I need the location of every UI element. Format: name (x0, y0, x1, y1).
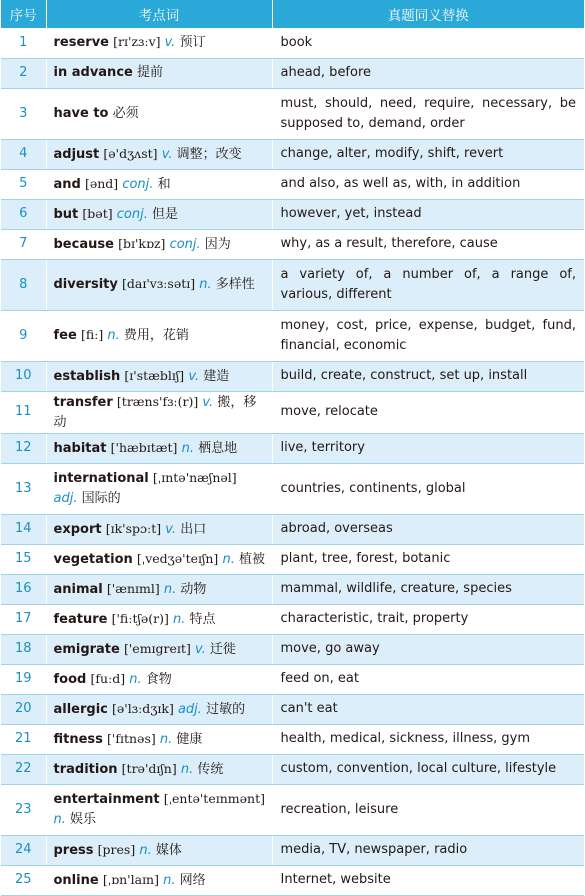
keyword-pos: n. (163, 872, 176, 888)
table-row (1, 784, 584, 835)
synonyms-cell: countries, continents, global (272, 463, 584, 514)
synonyms-cell: characteristic, trait, property (272, 604, 584, 634)
row-number: 11 (1, 391, 46, 433)
synonyms-cell: move, relocate (272, 391, 584, 433)
row-number: 24 (1, 835, 46, 865)
header-synonyms: 真题同义替换 (272, 0, 584, 28)
header-keyword: 考点词 (46, 0, 272, 28)
row-number: 10 (1, 361, 46, 391)
keyword-word: emigrate (53, 641, 120, 657)
synonyms-cell: recreation, leisure (272, 784, 584, 835)
keyword-line-2 (54, 810, 266, 830)
keyword-pos: v. (202, 394, 214, 410)
keyword-meaning: 但是 (151, 206, 178, 222)
row-number: 12 (1, 433, 46, 463)
keyword-phonetic: [ɪ'stæblɪʃ] (124, 367, 185, 383)
keyword-pos: v. (164, 35, 176, 51)
synonyms-cell: a variety of, a number of, a range of, various, different (272, 259, 584, 310)
row-number: 8 (1, 259, 46, 310)
synonyms-cell: build, create, construct, set up, install (272, 361, 584, 391)
row-number: 18 (1, 634, 46, 664)
row-number: 9 (1, 310, 46, 361)
row-number: 5 (1, 169, 46, 199)
keyword-meaning: 过敏的 (206, 701, 246, 717)
keyword-phonetic: [daɪ'vɜːsətɪ] (122, 276, 196, 291)
synonyms-cell: must, should, need, require, necessary, be supposed to, demand, order (272, 88, 584, 139)
keyword-meaning: 特点 (189, 611, 216, 627)
row-number: 22 (1, 754, 46, 784)
keyword-meaning: 费用，花销 (123, 328, 189, 343)
keyword-pos: v. (165, 521, 177, 537)
table-row (1, 199, 584, 229)
keyword-phonetic: [ˌɒn'laɪn] (102, 871, 159, 887)
keyword-cell (46, 724, 272, 754)
keyword-meaning: 预订 (179, 35, 206, 51)
keyword-word: habitat (53, 440, 107, 456)
keyword-cell (46, 664, 272, 694)
keyword-meaning: 提前 (136, 65, 163, 80)
synonyms-cell: why, as a result, therefore, cause (272, 229, 584, 259)
keyword-meaning: 调整；改变 (176, 146, 242, 162)
keyword-pos: v. (194, 641, 206, 657)
keyword-meaning: 植被 (238, 551, 265, 567)
keyword-meaning: 多样性 (215, 277, 255, 292)
table-row (1, 514, 584, 544)
keyword-phonetic: [ɪk'spɔːt] (105, 520, 162, 536)
keyword-pos: conj. (122, 176, 154, 192)
keyword-meaning: 动物 (180, 581, 207, 597)
row-number: 21 (1, 724, 46, 754)
keyword-cell (46, 433, 272, 463)
keyword-cell (46, 229, 272, 259)
keyword-pos: v. (188, 368, 200, 384)
keyword-pos: n. (173, 611, 186, 627)
keyword-phonetic: [fuːd] (90, 670, 126, 686)
table-row (1, 229, 584, 259)
keyword-cell (46, 310, 272, 361)
keyword-word: animal (53, 581, 103, 597)
synonyms-cell: plant, tree, forest, botanic (272, 544, 584, 574)
keyword-phonetic: [bət] (82, 205, 113, 221)
keyword-pos: v. (161, 146, 173, 162)
synonyms-cell: move, go away (272, 634, 584, 664)
synonyms-cell: can't eat (272, 694, 584, 724)
row-number: 6 (1, 199, 46, 229)
keyword-meaning: 传统 (197, 761, 224, 777)
keyword-phonetic: ['emɪgreɪt] (123, 640, 191, 656)
keyword-phonetic: [ə'lɜːdʒɪk] (112, 700, 174, 716)
synonyms-cell: feed on, eat (272, 664, 584, 694)
keyword-word: and (53, 176, 81, 192)
table-row (1, 754, 584, 784)
keyword-word: reserve (53, 35, 109, 51)
row-number: 15 (1, 544, 46, 574)
row-number: 14 (1, 514, 46, 544)
keyword-meaning: 迁徙 (209, 641, 236, 657)
keyword-pos: n. (53, 812, 66, 827)
keyword-cell (46, 634, 272, 664)
row-number: 3 (1, 88, 46, 139)
keyword-word: allergic (53, 701, 108, 717)
table-row (1, 835, 584, 865)
keyword-word: fee (53, 328, 77, 343)
keyword-phonetic: [pres] (97, 841, 136, 857)
row-number: 17 (1, 604, 46, 634)
keyword-cell (46, 865, 272, 895)
keyword-word: feature (53, 611, 108, 627)
keyword-meaning: 搬，移动 (53, 394, 257, 430)
keyword-word: fitness (53, 731, 103, 747)
table-row (1, 574, 584, 604)
keyword-phonetic: [trə'dɪʃn] (121, 760, 177, 776)
table-row (1, 865, 584, 895)
keyword-pos: n. (222, 551, 235, 567)
synonyms-cell: live, territory (272, 433, 584, 463)
keyword-word: because (53, 236, 114, 252)
keyword-phonetic: [ənd] (84, 175, 119, 191)
keyword-word: in advance (53, 65, 133, 80)
keyword-pos: n. (129, 671, 142, 687)
keyword-pos: n. (159, 731, 173, 747)
keyword-line-1 (54, 468, 266, 489)
synonyms-cell: book (272, 28, 584, 58)
keyword-cell (46, 463, 272, 514)
table-header-row (1, 0, 584, 28)
keyword-cell (46, 544, 272, 574)
keyword-meaning: 娱乐 (70, 812, 97, 827)
keyword-meaning: 必须 (112, 105, 139, 121)
row-number: 20 (1, 694, 46, 724)
keyword-line-1 (54, 789, 266, 810)
vocabulary-table (1, 0, 584, 896)
keyword-cell (46, 604, 272, 634)
synonyms-cell: Internet, website (272, 865, 584, 895)
synonyms-cell: mammal, wildlife, creature, species (272, 574, 584, 604)
table-row (1, 28, 584, 58)
keyword-meaning: 食物 (145, 671, 172, 687)
table-row (1, 361, 584, 391)
keyword-pos: n. (181, 440, 194, 456)
keyword-word: vegetation (53, 551, 133, 567)
row-number: 16 (1, 574, 46, 604)
row-number: 7 (1, 229, 46, 259)
keyword-cell (46, 88, 272, 139)
keyword-pos: n. (180, 761, 194, 777)
row-number: 19 (1, 664, 46, 694)
keyword-pos: n. (199, 277, 212, 292)
table-row (1, 604, 584, 634)
keyword-word: entertainment (53, 792, 160, 807)
table-row (1, 169, 584, 199)
table-row (1, 139, 584, 169)
table-row (1, 664, 584, 694)
keyword-word: press (53, 842, 94, 858)
keyword-phonetic: [fiː] (80, 327, 104, 342)
keyword-meaning: 媒体 (155, 842, 182, 858)
keyword-cell (46, 574, 272, 604)
keyword-pos: adj. (53, 491, 78, 506)
keyword-pos: n. (139, 842, 152, 858)
synonyms-cell: health, medical, sickness, illness, gym (272, 724, 584, 754)
keyword-cell (46, 784, 272, 835)
keyword-pos: conj. (116, 206, 148, 222)
table-row (1, 694, 584, 724)
keyword-meaning: 网络 (179, 872, 206, 888)
synonyms-cell: and also, as well as, with, in addition (272, 169, 584, 199)
table-row (1, 88, 584, 139)
synonyms-cell: ahead, before (272, 58, 584, 88)
keyword-phonetic: [bɪ'kɒz] (118, 235, 166, 251)
synonyms-cell: however, yet, instead (272, 199, 584, 229)
synonyms-cell: abroad, overseas (272, 514, 584, 544)
keyword-phonetic: ['ænɪml] (106, 580, 160, 596)
keyword-pos: adj. (177, 701, 202, 717)
keyword-cell (46, 169, 272, 199)
keyword-cell (46, 361, 272, 391)
keyword-meaning: 建造 (203, 368, 230, 384)
keyword-phonetic: ['fiːtʃə(r)] (111, 610, 169, 626)
table-row (1, 310, 584, 361)
keyword-cell (46, 259, 272, 310)
keyword-cell (46, 391, 272, 433)
keyword-pos: n. (107, 328, 120, 343)
table-row (1, 724, 584, 754)
keyword-word: international (53, 471, 149, 486)
keyword-cell (46, 139, 272, 169)
keyword-cell (46, 694, 272, 724)
keyword-phonetic: [ˌentə'teɪnmənt] (163, 791, 265, 806)
keyword-word: online (53, 872, 99, 888)
keyword-meaning: 国际的 (81, 491, 121, 506)
keyword-meaning: 出口 (180, 521, 207, 537)
keyword-word: have to (53, 105, 109, 121)
row-number: 25 (1, 865, 46, 895)
keyword-word: transfer (53, 394, 113, 410)
keyword-cell (46, 28, 272, 58)
keyword-phonetic: [ˌɪntə'næʃnəl] (152, 470, 237, 485)
table-row (1, 259, 584, 310)
row-number: 1 (1, 28, 46, 58)
keyword-phonetic: [træns'fɜː(r)] (116, 393, 199, 409)
keyword-word: establish (53, 368, 121, 384)
keyword-pos: conj. (169, 236, 201, 252)
keyword-word: export (53, 521, 102, 537)
keyword-word: diversity (53, 277, 118, 292)
table-body (1, 28, 584, 895)
table-row (1, 58, 584, 88)
header-number: 序号 (1, 0, 46, 28)
row-number: 13 (1, 463, 46, 514)
table-row (1, 463, 584, 514)
synonyms-cell: media, TV, newspaper, radio (272, 835, 584, 865)
keyword-cell (46, 514, 272, 544)
row-number: 4 (1, 139, 46, 169)
row-number: 23 (1, 784, 46, 835)
table-row (1, 391, 584, 433)
keyword-phonetic: [ə'dʒʌst] (103, 145, 158, 161)
keyword-word: food (53, 671, 87, 687)
keyword-meaning: 栖息地 (198, 440, 238, 456)
keyword-word: but (53, 206, 79, 222)
table-row (1, 634, 584, 664)
keyword-cell (46, 199, 272, 229)
keyword-phonetic: ['hæbɪtæt] (110, 439, 178, 455)
row-number: 2 (1, 58, 46, 88)
keyword-word: adjust (53, 146, 100, 162)
keyword-phonetic: [ˌvedʒə'teɪʃn] (136, 550, 219, 566)
keyword-phonetic: [rɪ'zɜːv] (113, 34, 161, 50)
synonyms-cell: money, cost, price, expense, budget, fund, financial, economic (272, 310, 584, 361)
table-row (1, 433, 584, 463)
table-row (1, 544, 584, 574)
keyword-word: tradition (53, 761, 118, 777)
keyword-cell (46, 835, 272, 865)
keyword-cell (46, 754, 272, 784)
keyword-line-2 (54, 489, 266, 509)
synonyms-cell: custom, convention, local culture, lifestyle (272, 754, 584, 784)
keyword-phonetic: ['fɪtnəs] (107, 730, 156, 746)
keyword-pos: n. (163, 581, 177, 597)
keyword-meaning: 和 (157, 176, 171, 192)
synonyms-cell: change, alter, modify, shift, revert (272, 139, 584, 169)
keyword-meaning: 因为 (204, 236, 231, 252)
keyword-meaning: 健康 (176, 731, 203, 747)
keyword-cell (46, 58, 272, 88)
